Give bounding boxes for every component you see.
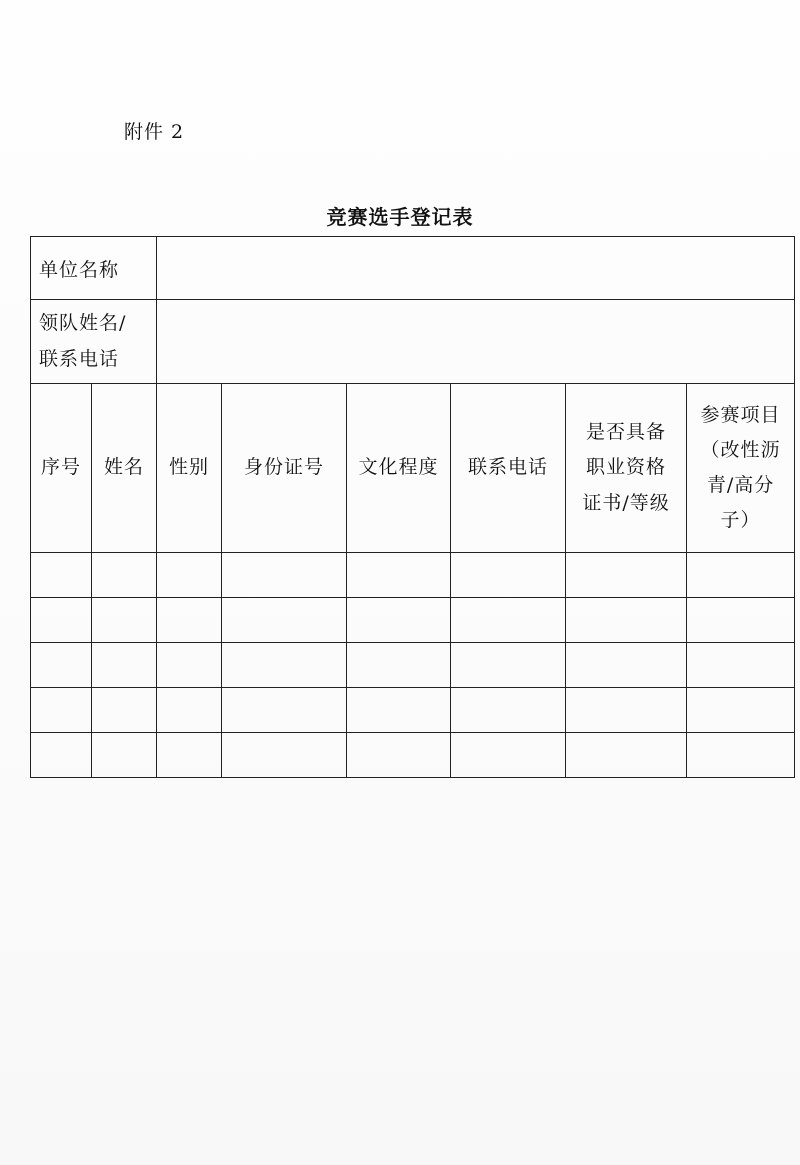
table-cell[interactable]: [451, 688, 566, 733]
table-cell[interactable]: [92, 553, 157, 598]
table-cell[interactable]: [451, 643, 566, 688]
table-cell[interactable]: [222, 643, 347, 688]
table-cell[interactable]: [157, 643, 222, 688]
table-row: [31, 598, 795, 643]
table-cell[interactable]: [157, 733, 222, 778]
table-row: [31, 688, 795, 733]
attachment-label: 附件 2: [124, 121, 185, 143]
table-cell[interactable]: [451, 733, 566, 778]
table-cell[interactable]: [566, 643, 687, 688]
unit-name-label: 单位名称: [31, 237, 157, 300]
table-cell[interactable]: [31, 733, 92, 778]
table-row: [31, 553, 795, 598]
unit-row: [31, 237, 795, 300]
table-cell[interactable]: [222, 733, 347, 778]
leader-row: [31, 300, 795, 384]
table-cell[interactable]: [92, 598, 157, 643]
table-row: [31, 733, 795, 778]
table-cell[interactable]: [31, 598, 92, 643]
table-cell[interactable]: [347, 733, 451, 778]
table-cell[interactable]: [451, 553, 566, 598]
table-cell[interactable]: [687, 643, 795, 688]
leader-label-line2: 联系电话: [39, 347, 120, 370]
column-header-id-number: 身份证号: [222, 384, 347, 553]
table-cell[interactable]: [222, 688, 347, 733]
column-header-education: 文化程度: [347, 384, 451, 553]
form-title: 竞赛选手登记表: [326, 205, 474, 229]
event-line1: 参赛项目: [700, 403, 781, 426]
column-header-index: 序号: [31, 384, 92, 553]
column-header-gender: 性别: [157, 384, 222, 553]
leader-contact-field[interactable]: [157, 300, 795, 384]
table-cell[interactable]: [92, 688, 157, 733]
table-cell[interactable]: [222, 598, 347, 643]
table-cell[interactable]: [687, 688, 795, 733]
event-line2: （改性沥: [700, 438, 781, 461]
qualification-line3: 证书/等级: [582, 491, 670, 514]
leader-label-line1: 领队姓名/: [39, 312, 127, 335]
table-cell[interactable]: [347, 553, 451, 598]
table-cell[interactable]: [222, 553, 347, 598]
table-cell[interactable]: [92, 733, 157, 778]
table-cell[interactable]: [566, 688, 687, 733]
registration-table: [30, 236, 795, 778]
table-cell[interactable]: [566, 733, 687, 778]
column-header-qualification: [566, 384, 687, 553]
table-cell[interactable]: [92, 643, 157, 688]
table-cell[interactable]: [31, 553, 92, 598]
table-cell[interactable]: [687, 598, 795, 643]
event-line3: 青/高分: [706, 474, 775, 496]
table-cell[interactable]: [566, 553, 687, 598]
table-cell[interactable]: [566, 598, 687, 643]
unit-name-field[interactable]: [157, 237, 795, 300]
column-header-event: [687, 384, 795, 553]
column-header-phone: 联系电话: [451, 384, 566, 553]
data-rows: [31, 553, 795, 778]
table-row: [31, 643, 795, 688]
table-cell[interactable]: [451, 598, 566, 643]
table-cell[interactable]: [157, 688, 222, 733]
table-cell[interactable]: [347, 598, 451, 643]
header-row: [31, 384, 795, 553]
leader-contact-label: [31, 300, 157, 384]
table-cell[interactable]: [687, 733, 795, 778]
qualification-line2: 职业资格: [586, 456, 667, 479]
column-header-name: 姓名: [92, 384, 157, 553]
table-cell[interactable]: [347, 643, 451, 688]
table-cell[interactable]: [31, 688, 92, 733]
table-cell[interactable]: [157, 598, 222, 643]
table-cell[interactable]: [157, 553, 222, 598]
table-cell[interactable]: [687, 553, 795, 598]
event-line4: 子）: [720, 509, 761, 532]
qualification-line1: 是否具备: [586, 421, 667, 444]
table-cell[interactable]: [31, 643, 92, 688]
table-cell[interactable]: [347, 688, 451, 733]
